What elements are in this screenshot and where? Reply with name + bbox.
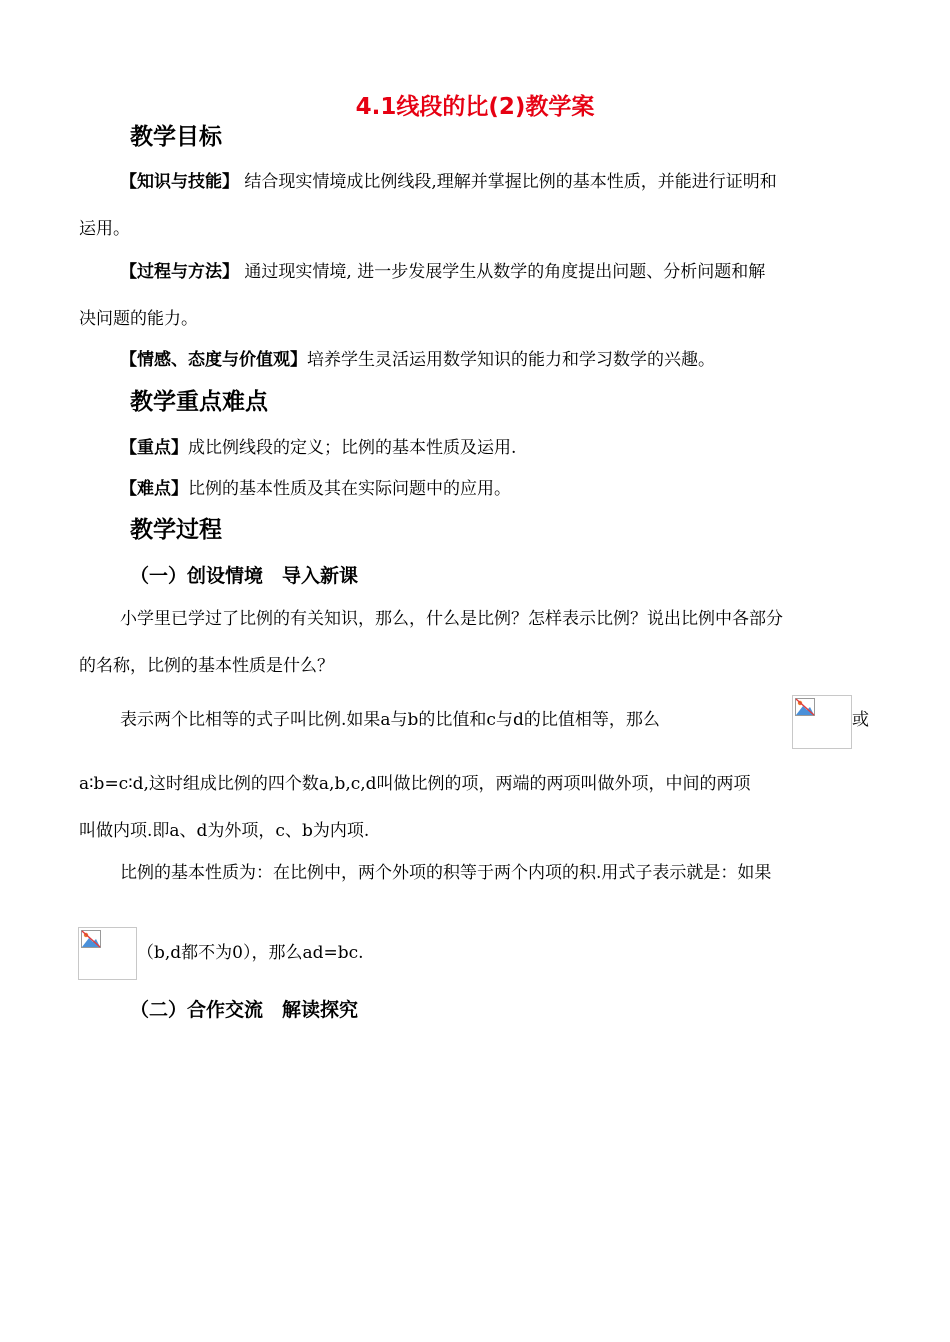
goal-knowledge-text: 结合现实情境成比例线段,理解并掌握比例的基本性质，并能进行证明和 [239, 172, 777, 192]
goal-knowledge-line2: 运用。 [79, 219, 130, 239]
key-point-text: 成比例线段的定义；比例的基本性质及运用. [188, 438, 517, 458]
goal-emotion-line [120, 348, 715, 372]
part1-p2-line3: 叫做内项.即a、d为外项，c、b为内项. [79, 821, 370, 841]
part1-p1-line1: 小学里已学过了比例的有关知识，那么，什么是比例？怎样表示比例？说出比例中各部分 [120, 609, 783, 629]
page-title: 4.1线段的比(2)教学案 [355, 94, 595, 120]
key-point-line [120, 436, 516, 460]
part1-p2-line2: a∶b=c∶d,这时组成比例的四个数a,b,c,d叫做比例的项，两端的两项叫做外项，中间的两项 [79, 774, 751, 794]
heading-part1: （一）创设情境 导入新课 [130, 565, 359, 587]
goal-process-text: 通过现实情境, 进一步发展学生从数学的角度提出问题、分析问题和解 [239, 262, 766, 282]
goal-emotion-label: 【情感、态度与价值观】 [120, 350, 307, 370]
part1-p3-line1: 比例的基本性质为：在比例中，两个外项的积等于两个内项的积.用式子表示就是：如果 [120, 863, 772, 883]
broken-image-icon [795, 698, 815, 716]
formula-image-placeholder-2 [78, 927, 137, 980]
goal-process-label: 【过程与方法】 [120, 262, 239, 282]
part1-p2-or: 或 [852, 710, 869, 730]
difficulty-text: 比例的基本性质及其在实际问题中的应用。 [188, 479, 511, 499]
part1-p2-line1: 表示两个比相等的式子叫比例.如果a与b的比值和c与d的比值相等，那么 [120, 710, 660, 730]
difficulty-line [120, 477, 511, 501]
heading-part2: （二）合作交流 解读探究 [130, 999, 359, 1021]
difficulty-label: 【难点】 [120, 479, 188, 499]
broken-image-icon [81, 930, 101, 948]
part1-p1-line2: 的名称，比例的基本性质是什么？ [79, 656, 334, 676]
goal-process-line1 [120, 260, 765, 284]
heading-teaching-process: 教学过程 [130, 517, 222, 543]
goal-emotion-text: 培养学生灵活运用数学知识的能力和学习数学的兴趣。 [307, 350, 715, 370]
goal-knowledge-line1 [120, 170, 777, 194]
key-point-label: 【重点】 [120, 438, 188, 458]
formula-image-placeholder [792, 695, 852, 749]
heading-key-points: 教学重点难点 [130, 389, 268, 415]
goal-process-line2: 决问题的能力。 [79, 309, 198, 329]
part1-p3-line2: （b,d都不为0），那么ad=bc. [137, 943, 364, 963]
heading-teaching-goals: 教学目标 [130, 124, 222, 150]
goal-knowledge-label: 【知识与技能】 [120, 172, 239, 192]
